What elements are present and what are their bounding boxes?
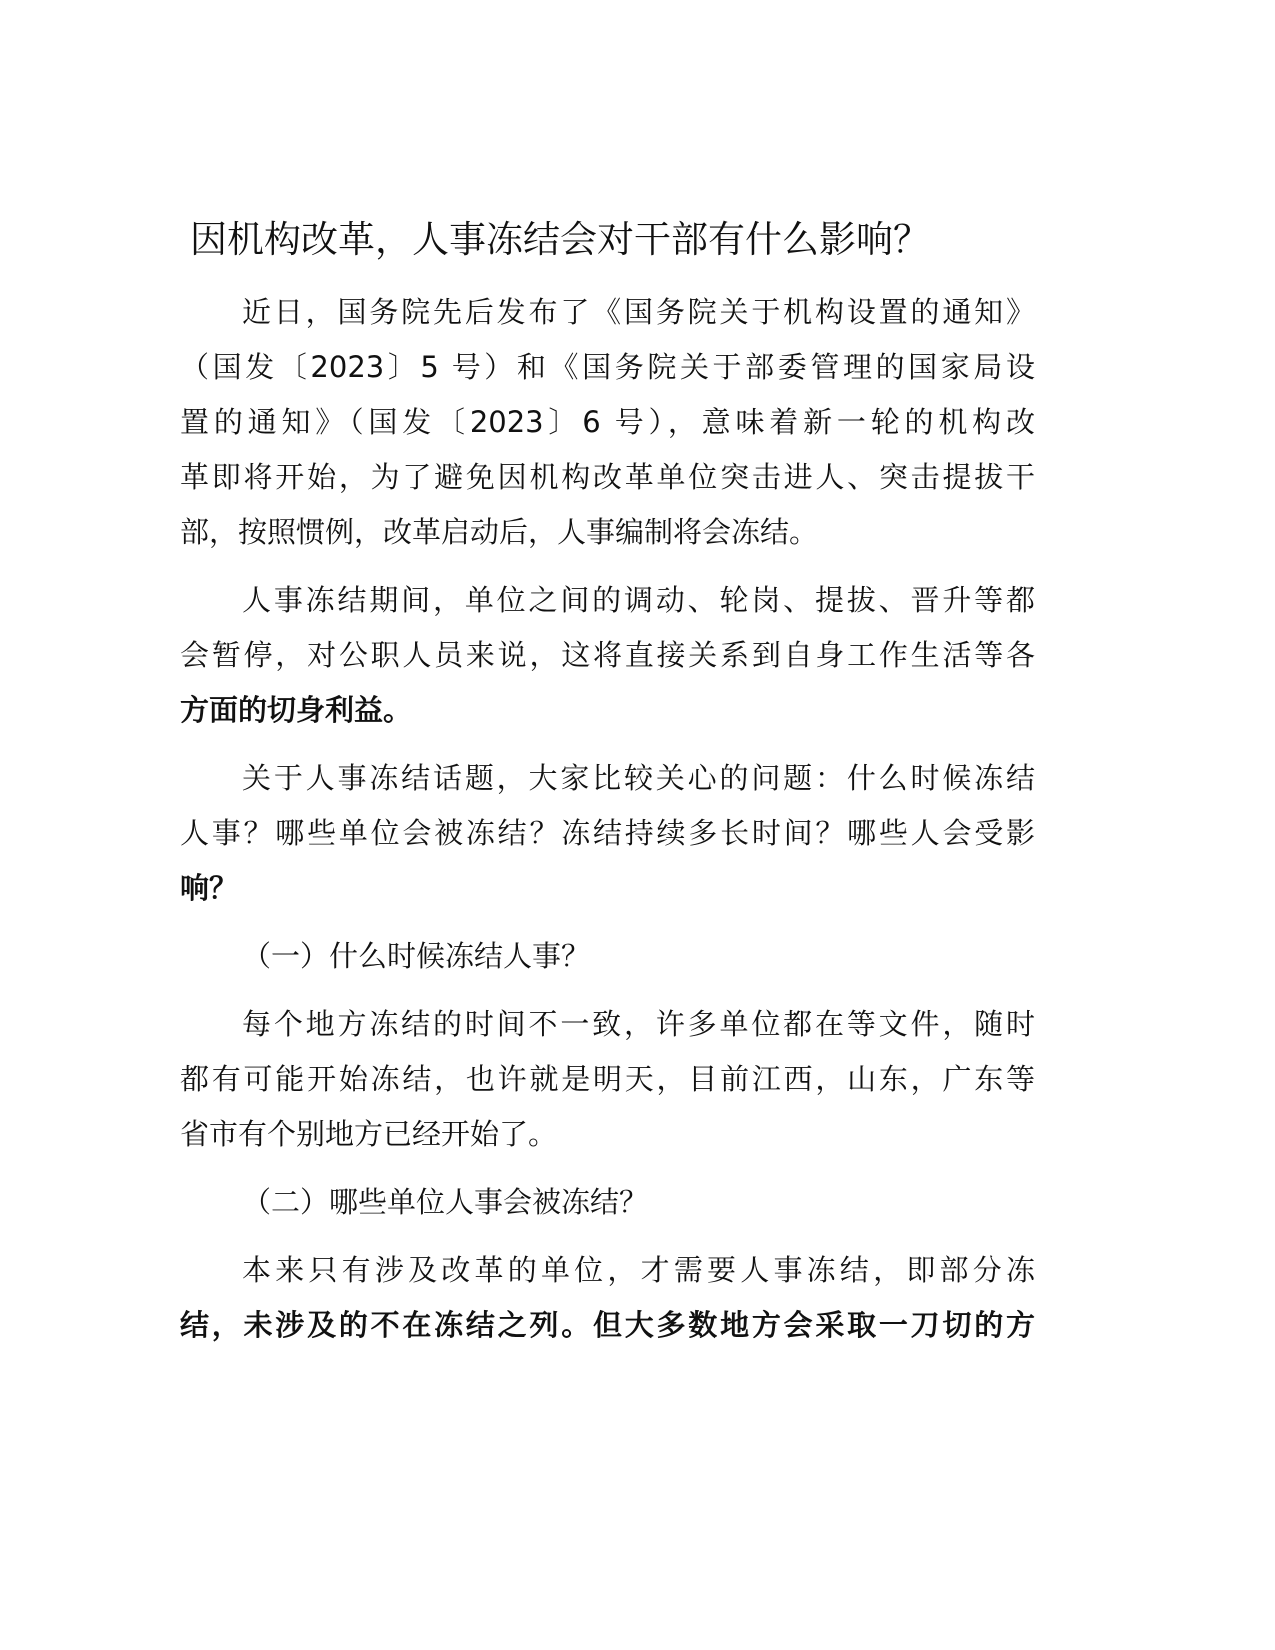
- text-line: 每个地方冻结的时间不一致，许多单位都在等文件，随时: [242, 1007, 1035, 1041]
- text-line: 人事？哪些单位会被冻结？冻结持续多长时间？哪些人会受影: [180, 816, 1035, 850]
- text-line: 响？: [180, 871, 239, 905]
- text-line: 会暂停，对公职人员来说，这将直接关系到自身工作生活等各: [180, 638, 1035, 672]
- text-line: （一）什么时候冻结人事？: [242, 939, 591, 973]
- text-line: 置的通知》（国发〔2023〕6 号），意味着新一轮的机构改: [180, 405, 1035, 439]
- text-line: 关于人事冻结话题，大家比较关心的问题：什么时候冻结: [242, 761, 1035, 795]
- text-line: 本来只有涉及改革的单位，才需要人事冻结，即部分冻: [242, 1253, 1035, 1287]
- paragraph-when: [180, 997, 1035, 1162]
- text-line: 革即将开始，为了避免因机构改革单位突击进人、突击提拔干: [180, 460, 1035, 494]
- paragraph-intro: [180, 285, 1035, 560]
- text-line: 结，未涉及的不在冻结之列。但大多数地方会采取一刀切的方: [180, 1308, 1035, 1342]
- document-title: 因机构改革，人事冻结会对干部有什么影响？: [190, 218, 930, 261]
- text-line: 人事冻结期间，单位之间的调动、轮岗、提拔、晋升等都: [242, 583, 1035, 617]
- document-body: [180, 285, 1035, 1366]
- section-heading-1: [180, 929, 1035, 984]
- text-line: 方面的切身利益。: [180, 693, 413, 727]
- paragraph-freeze-period: [180, 573, 1035, 738]
- text-line: 都有可能开始冻结，也许就是明天，目前江西，山东，广东等: [180, 1062, 1035, 1096]
- text-line: 部，按照惯例，改革启动后，人事编制将会冻结。: [180, 515, 819, 549]
- section-heading-2: [180, 1175, 1035, 1230]
- paragraph-questions: [180, 751, 1035, 916]
- text-line: （国发〔2023〕5 号）和《国务院关于部委管理的国家局设: [180, 350, 1035, 384]
- text-line: 近日，国务院先后发布了《国务院关于机构设置的通知》: [242, 295, 1035, 329]
- paragraph-which-units: [180, 1243, 1035, 1353]
- text-line: 省市有个别地方已经开始了。: [180, 1117, 558, 1151]
- text-line: （二）哪些单位人事会被冻结？: [242, 1185, 649, 1219]
